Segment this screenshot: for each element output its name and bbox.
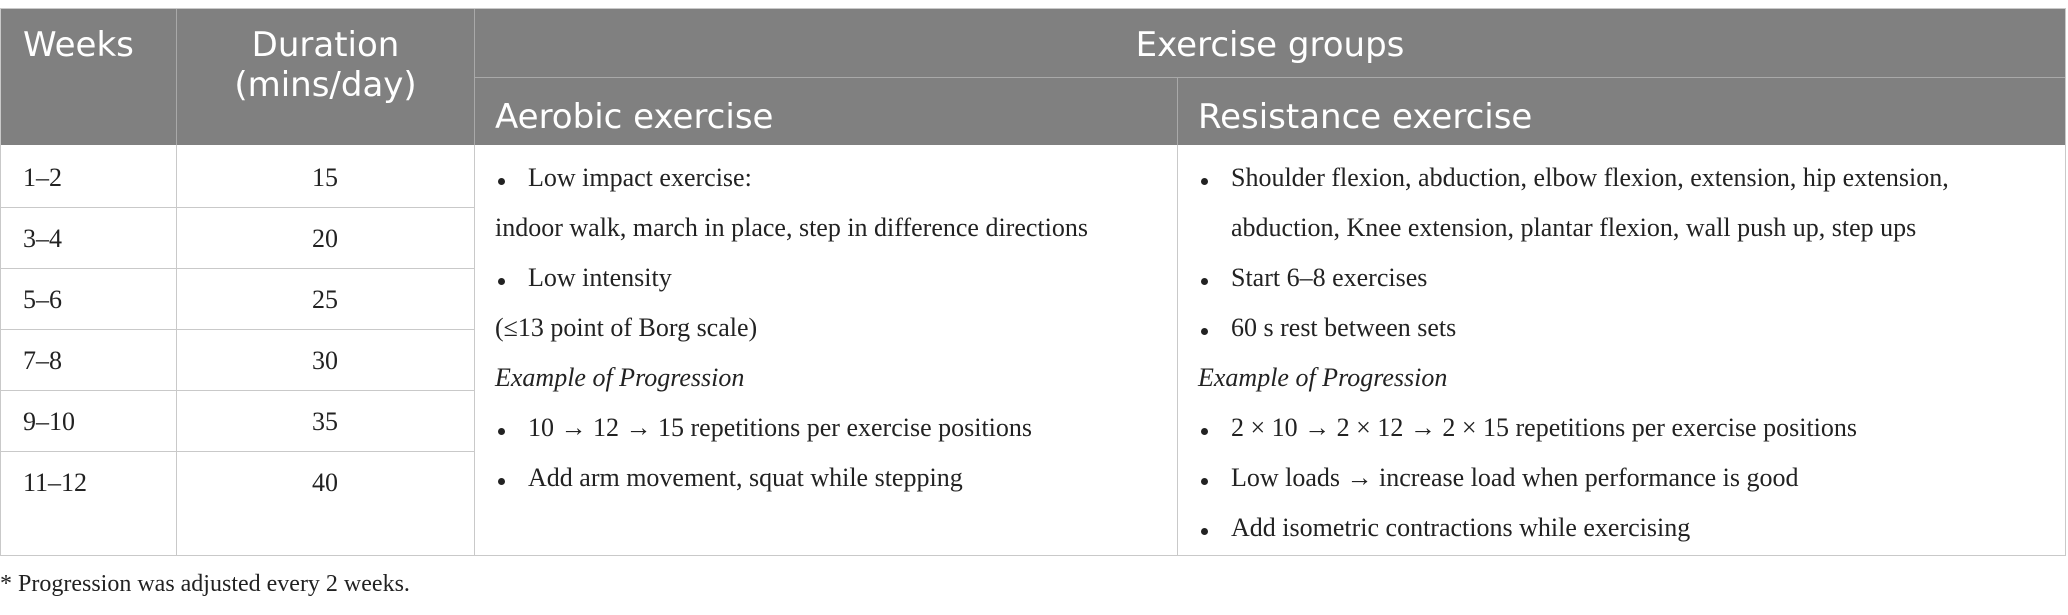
weeks-cell: 3–4 xyxy=(23,224,62,253)
aerobic-item: indoor walk, march in place, step in difference directions xyxy=(495,213,1088,242)
resistance-progression-heading: Example of Progression xyxy=(1198,363,1448,392)
column-divider xyxy=(1177,145,1178,555)
header-resistance: Resistance exercise xyxy=(1198,97,1533,137)
duration-cell: 25 xyxy=(312,285,338,314)
resistance-item: Start 6–8 exercises xyxy=(1231,263,1428,292)
bullet-icon xyxy=(498,478,505,485)
row-divider xyxy=(1,268,475,269)
exercise-table xyxy=(0,8,2066,556)
header-weeks: Weeks xyxy=(23,25,134,65)
duration-cell: 15 xyxy=(312,163,338,192)
bullet-icon xyxy=(1201,278,1208,285)
aerobic-item: (≤13 point of Borg scale) xyxy=(495,313,758,342)
aerobic-item: Low impact exercise: xyxy=(528,163,752,192)
weeks-cell: 11–12 xyxy=(23,468,88,497)
table-footnote: * Progression was adjusted every 2 weeks. xyxy=(0,571,410,597)
duration-cell: 20 xyxy=(312,224,338,253)
bullet-icon xyxy=(498,428,505,435)
header-divider xyxy=(475,77,2065,78)
bullet-icon xyxy=(1201,328,1208,335)
resistance-item: 2 × 10 → 2 × 12 → 2 × 15 repetitions per exercise positions xyxy=(1231,413,1858,442)
resistance-item: Shoulder flexion, abduction, elbow flexion, extension, hip extension, xyxy=(1231,163,1949,192)
aerobic-item: 10 → 12 → 15 repetitions per exercise positions xyxy=(528,413,1033,442)
resistance-item: abduction, Knee extension, plantar flexion, wall push up, step ups xyxy=(1231,213,1917,242)
duration-cell: 35 xyxy=(312,407,338,436)
header-aerobic: Aerobic exercise xyxy=(495,97,774,137)
aerobic-progression-heading: Example of Progression xyxy=(495,363,745,392)
resistance-item: Low loads → increase load when performance is good xyxy=(1231,463,1799,492)
row-divider xyxy=(1,390,475,391)
weeks-cell: 9–10 xyxy=(23,407,75,436)
weeks-cell: 5–6 xyxy=(23,285,62,314)
row-divider xyxy=(1,207,475,208)
resistance-item: Add isometric contractions while exercising xyxy=(1231,513,1691,542)
row-divider xyxy=(1,329,475,330)
bullet-icon xyxy=(1201,178,1208,185)
bullet-icon xyxy=(498,178,505,185)
header-duration xyxy=(177,25,474,105)
weeks-cell: 1–2 xyxy=(23,163,62,192)
bullet-icon xyxy=(1201,528,1208,535)
header-exercise-groups: Exercise groups xyxy=(1135,25,1405,65)
header-divider xyxy=(1177,77,1178,145)
bullet-icon xyxy=(1201,478,1208,485)
bullet-icon xyxy=(498,278,505,285)
duration-cell: 30 xyxy=(312,346,338,375)
row-divider xyxy=(1,451,475,452)
header-duration-line2: (mins/day) xyxy=(234,65,417,105)
resistance-item: 60 s rest between sets xyxy=(1231,313,1457,342)
duration-cell: 40 xyxy=(312,468,338,497)
weeks-cell: 7–8 xyxy=(23,346,62,375)
aerobic-item: Low intensity xyxy=(528,263,672,292)
header-duration-line1: Duration xyxy=(251,25,400,65)
aerobic-item: Add arm movement, squat while stepping xyxy=(528,463,963,492)
bullet-icon xyxy=(1201,428,1208,435)
